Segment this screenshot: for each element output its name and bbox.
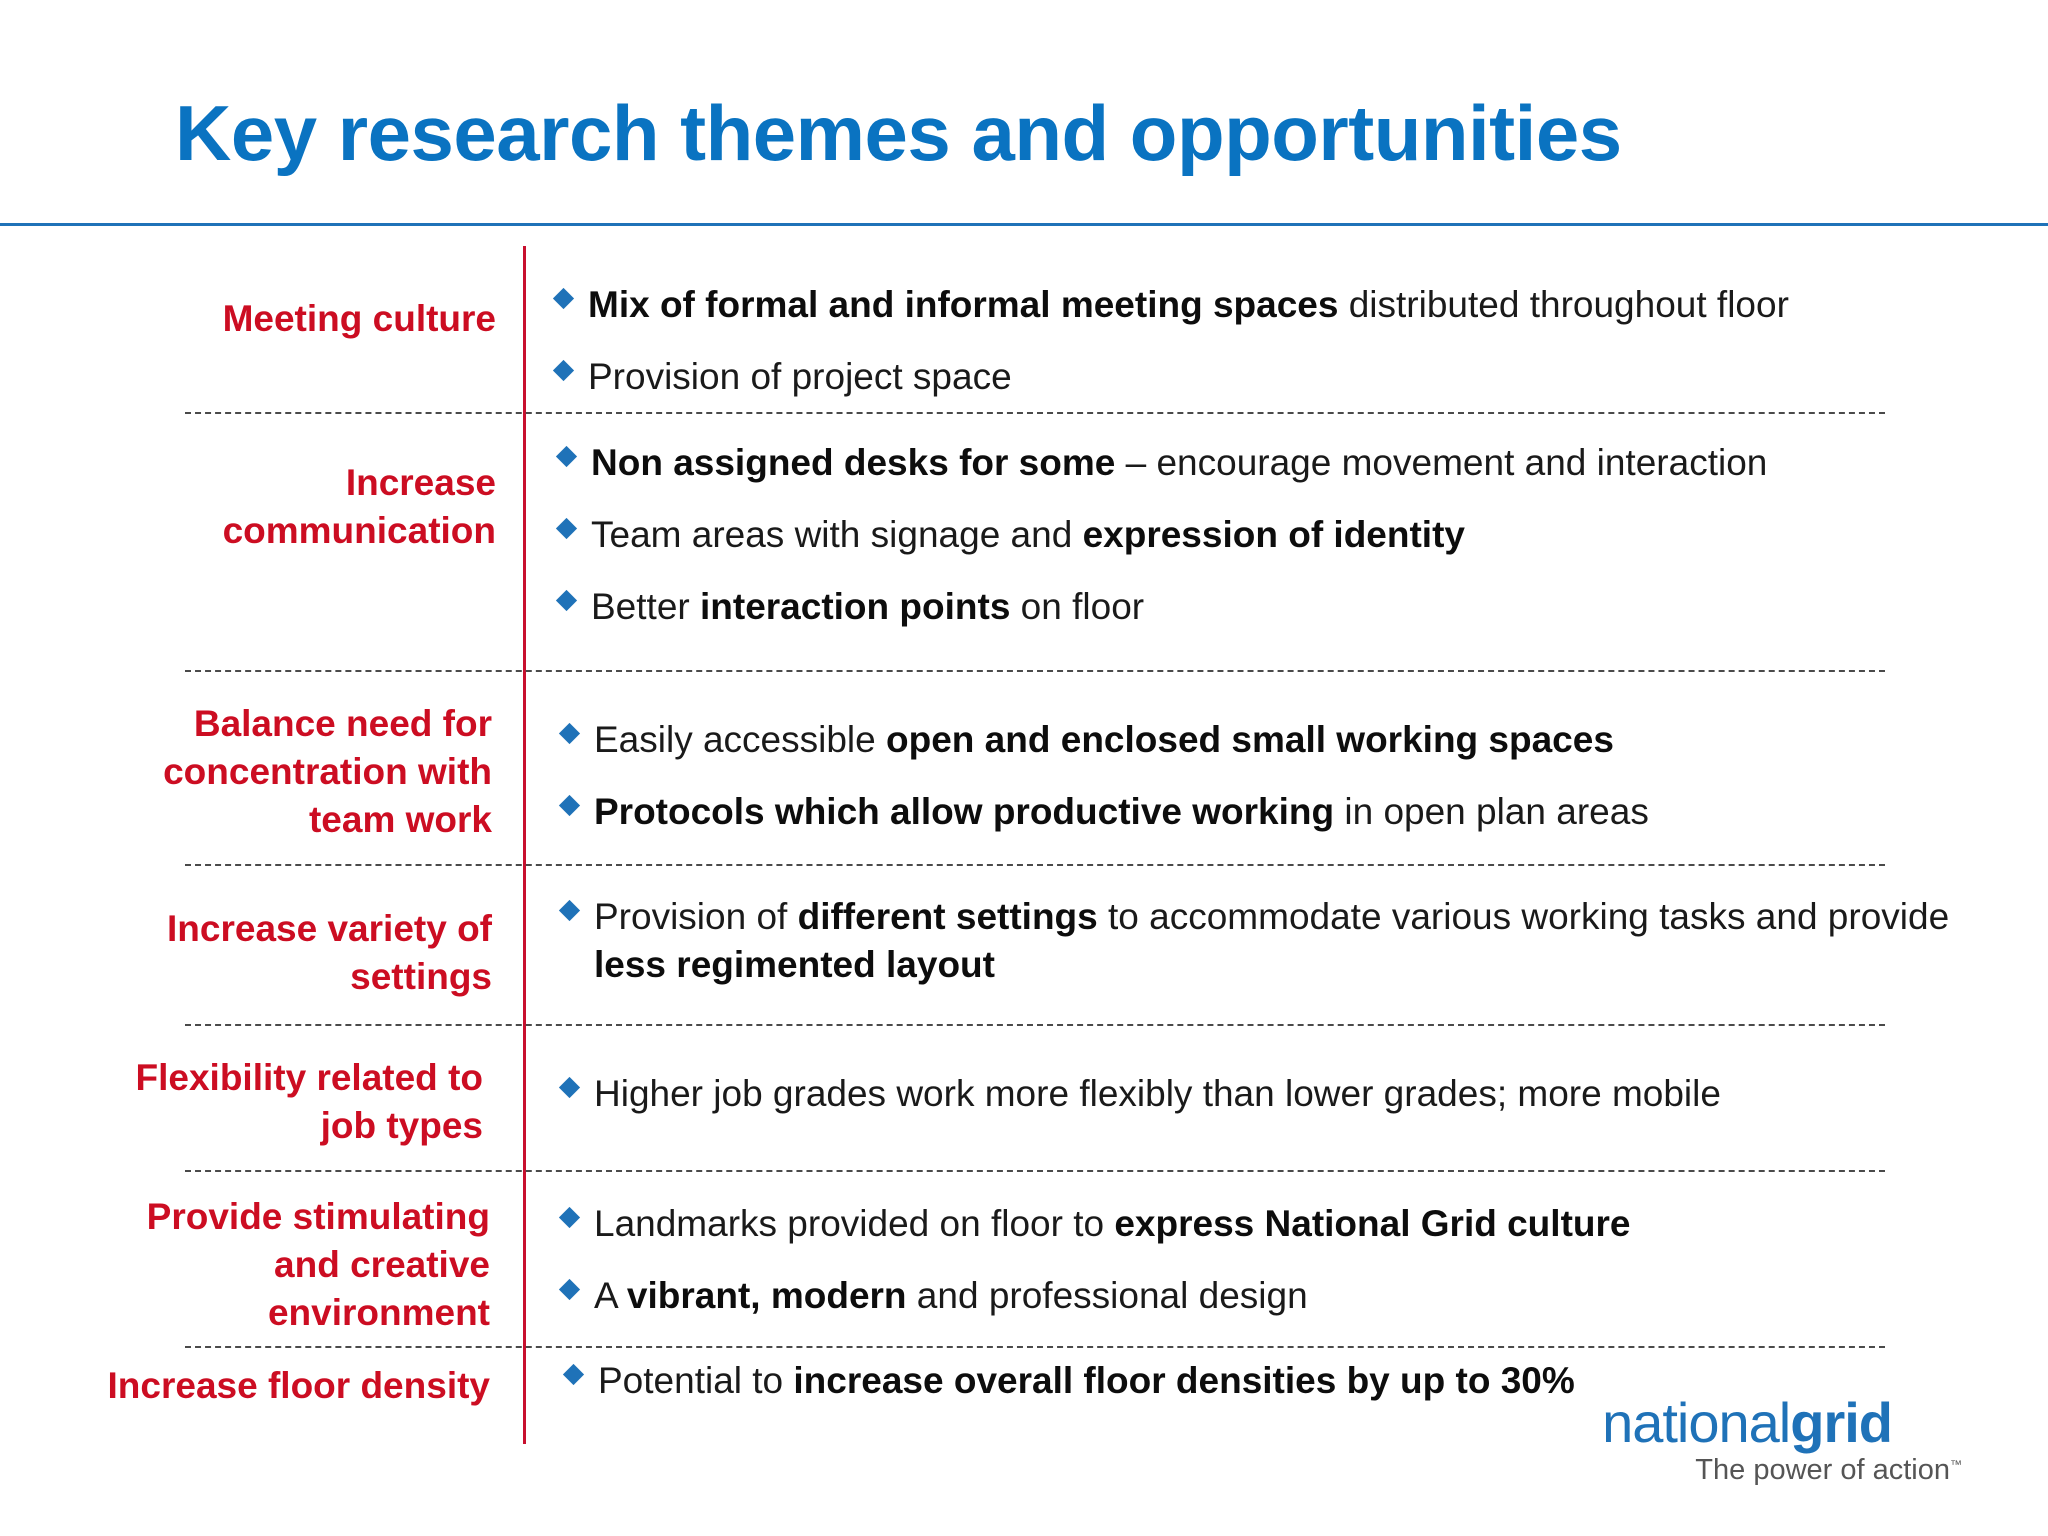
bullet-text: on floor [1010, 586, 1145, 627]
diamond-bullet-icon [559, 723, 580, 744]
bullet-text: Potential to [598, 1360, 794, 1401]
bullet-bold-text: different settings [797, 896, 1098, 937]
row-divider [185, 670, 1885, 672]
row-divider [185, 412, 1885, 414]
bullet-item [558, 788, 1994, 836]
bullet-bold-text: express National Grid culture [1114, 1203, 1631, 1244]
column-divider [523, 246, 526, 1444]
theme-increase-communication: Increase communication [222, 462, 496, 551]
logo-wordmark [1602, 1390, 1892, 1455]
trademark-mark: ™ [1950, 1457, 1962, 1472]
bullet-text: – encourage movement and interaction [1115, 442, 1768, 483]
row-divider [185, 1170, 1885, 1172]
theme-floor-density: Increase floor density [107, 1365, 490, 1406]
bullet-bold-text: open and enclosed small working spaces [886, 719, 1614, 760]
bullet-text: Higher job grades work more flexibly than lower grades; more mobile [594, 1073, 1721, 1114]
bullet-item [558, 1070, 1994, 1118]
bullet-text: distributed throughout floor [1338, 284, 1789, 325]
theme-balance-concentration: Balance need for concentration with team work [163, 703, 492, 840]
bullet-text: Better [591, 586, 700, 627]
bullet-text: Provision of project space [588, 356, 1012, 397]
bullet-bold-text: less regimented layout [594, 944, 995, 985]
national-grid-logo [1602, 1390, 1980, 1490]
bullet-bold-text: interaction points [700, 586, 1011, 627]
theme-flexibility-job-types: Flexibility related to job types [135, 1057, 483, 1146]
diamond-bullet-icon [556, 446, 577, 467]
bullet-text: to accommodate various working tasks and provide [1097, 896, 1950, 937]
bullet-text: Team areas with signage and [591, 514, 1083, 555]
bullet-text: Easily accessible [594, 719, 887, 760]
logo-word-light: national [1602, 1391, 1791, 1454]
row-divider [185, 1024, 1885, 1026]
bullet-bold-text: expression of identity [1082, 514, 1465, 555]
bullet-item [555, 439, 1991, 487]
bullet-bold-text: Protocols which allow productive working [594, 791, 1335, 832]
row-divider [185, 864, 1885, 866]
bullet-item [555, 511, 1991, 559]
bullet-text: in open plan areas [1334, 791, 1649, 832]
diamond-bullet-icon [563, 1364, 584, 1385]
bullet-item [555, 583, 1991, 631]
bullet-text: Provision of [594, 896, 798, 937]
logo-tagline-text: The power of action [1695, 1454, 1950, 1486]
bullet-text: A [594, 1275, 627, 1316]
bullet-item [558, 716, 1994, 764]
bullet-bold-text: vibrant, modern [626, 1275, 907, 1316]
bullet-item [558, 1200, 1994, 1248]
title-underline [0, 223, 2048, 226]
diamond-bullet-icon [559, 1077, 580, 1098]
bullet-item [558, 1272, 1994, 1320]
logo-tagline [1695, 1454, 1962, 1487]
bullet-text: Landmarks provided on floor to [594, 1203, 1115, 1244]
bullet-bold-text: Non assigned desks for some [591, 442, 1116, 483]
diamond-bullet-icon [559, 1207, 580, 1228]
diamond-bullet-icon [556, 518, 577, 539]
page-title: Key research themes and opportunities [175, 89, 1622, 177]
theme-meeting-culture: Meeting culture [222, 298, 496, 339]
diamond-bullet-icon [556, 590, 577, 611]
bullet-item [558, 893, 1984, 989]
row-divider [185, 1346, 1885, 1348]
diamond-bullet-icon [553, 288, 574, 309]
bullet-text: and professional design [906, 1275, 1308, 1316]
theme-variety-settings: Increase variety of settings [167, 908, 492, 997]
bullet-item [552, 353, 1988, 401]
diamond-bullet-icon [559, 1279, 580, 1300]
bullet-bold-text: Mix of formal and informal meeting spaces [588, 284, 1339, 325]
theme-stimulating-environment: Provide stimulating and creative environment [146, 1196, 490, 1333]
diamond-bullet-icon [559, 900, 580, 921]
bullet-bold-text: increase overall floor densities by up to 30% [793, 1360, 1575, 1401]
diamond-bullet-icon [553, 360, 574, 381]
bullet-item [552, 281, 1988, 329]
logo-word-bold: grid [1790, 1391, 1892, 1454]
diamond-bullet-icon [559, 795, 580, 816]
